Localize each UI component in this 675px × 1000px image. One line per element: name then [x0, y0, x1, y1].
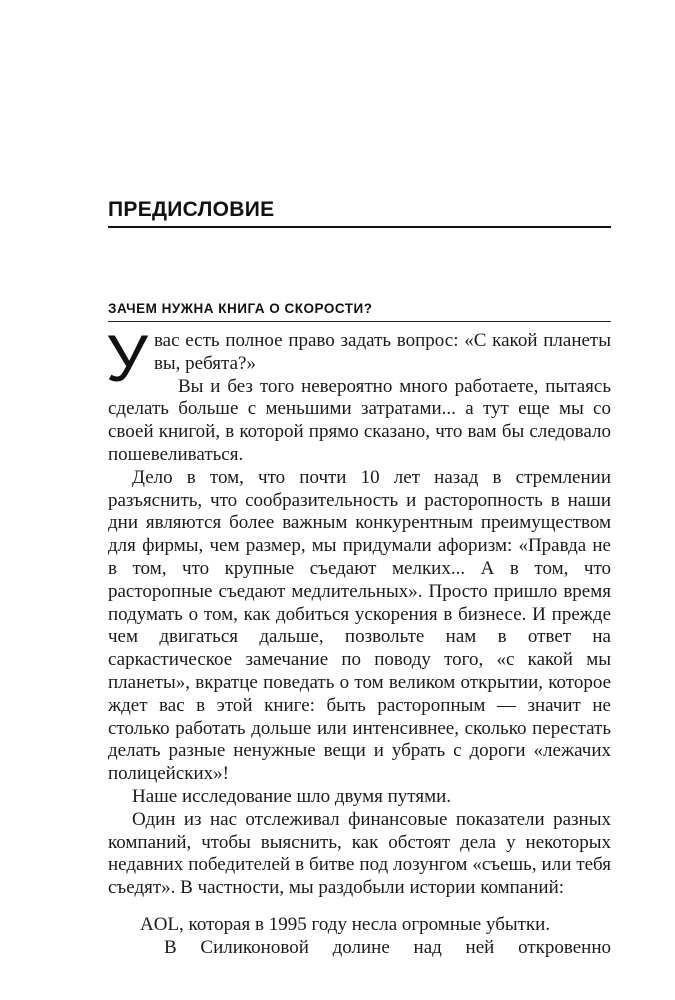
paragraph-4: Наше исследование шло двумя путями. — [132, 785, 452, 807]
paragraph-1 — [106, 321, 611, 395]
paragraph-1-text: вас есть полное право задать вопрос: «С какой планеты вы, ребята?» — [153, 330, 611, 374]
body-text — [106, 321, 611, 960]
paragraph-2: Вы и без того невероятно много работаете, пытаясь сделать больше с меньшими затратами... а тут еще мы со своей книгой, в которой прямо сказано, что вам бы следовало пошевеливаться. — [108, 375, 611, 465]
section-title: ЗАЧЕМ НУЖНА КНИГА О СКОРОСТИ? — [108, 301, 373, 316]
quote-line-2: В Силиконовой долине над ней откровенно — [164, 936, 611, 958]
quote-line-1: AOL, которая в 1995 году несла огромные убытки. — [140, 913, 551, 935]
chapter-title-rule — [108, 226, 611, 228]
paragraph-3: Дело в том, что почти 10 лет назад в стремлении разъяснить, что сообразительность и расторопность в наши дни являются более важным конкурентным преимуществом для фирмы, чем размер, мы придумали афоризм: «Правда не в том, что крупные съедают мелких... А в том, что расторопные съедают медлительных». Просто пришло время подумать о том, как добиться ускорения в бизнесе. И прежде чем двигаться дальше, позвольте нам в ответ на саркастическое замечание по поводу того, «с какой мы планеты», вкратце поведать о том великом открытии, которое ждет вас в этой книге: быть расторопным — значит не столько работать дольше или интенсивнее, сколько перестать делать разные ненужные вещи и убрать с дороги «лежачих полицейских»! — [108, 466, 611, 785]
paragraph-5: Один из нас отслеживал финансовые показатели разных компаний, чтобы выяснить, как обстоят дела у некоторых недавних победителей в битве под лозунгом «съешь, или тебя съедят». В частности, мы раздобыли истории компаний: — [108, 808, 611, 899]
section-title-rule — [108, 321, 611, 322]
chapter-title: ПРЕДИСЛОВИЕ — [108, 198, 275, 221]
drop-cap: У — [106, 321, 148, 395]
